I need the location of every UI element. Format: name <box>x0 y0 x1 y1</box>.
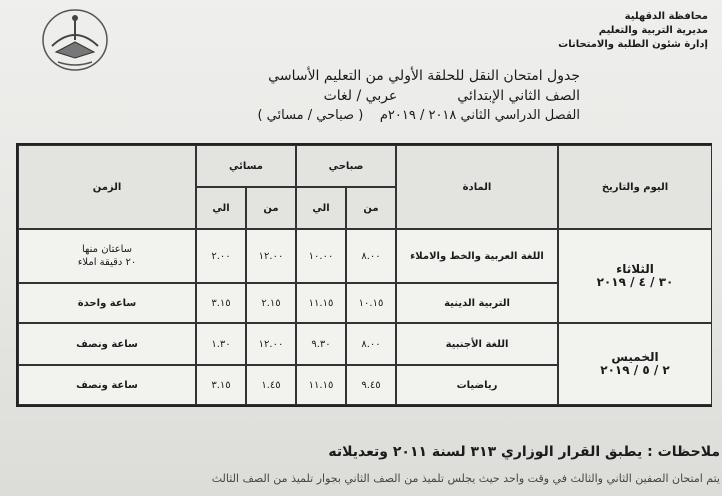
day-date: ٣٠ / ٤ / ٢٠١٩ <box>596 275 674 289</box>
evening-to-cell: ٣.١٥ <box>196 365 246 405</box>
evening-from-cell: ٢.١٥ <box>246 283 296 323</box>
evening-to-cell: ٣.١٥ <box>196 283 246 323</box>
header-subject: المادة <box>396 145 558 229</box>
governorate-name: محافظة الدقهلية <box>624 11 708 22</box>
morning-to-cell: ٩.٣٠ <box>296 323 346 365</box>
morning-to-cell: ١١.١٥ <box>296 283 346 323</box>
day-date: ٢ / ٥ / ٢٠١٩ <box>600 363 670 377</box>
header-morning-from: من <box>346 187 396 229</box>
header-day-date: اليوم والتاريخ <box>558 145 712 229</box>
exam-schedule-table <box>16 143 712 407</box>
header-morning-to: الي <box>296 187 346 229</box>
morning-from-cell: ٨.٠٠ <box>346 323 396 365</box>
morning-to-cell: ١٠.٠٠ <box>296 229 346 283</box>
duration-cell: ساعة ونصف <box>18 323 196 365</box>
directorate-name: مديرية التربية والتعليم <box>598 25 708 36</box>
duration-text: ساعتان منها <box>82 244 133 255</box>
evening-from-cell: ١.٤٥ <box>246 365 296 405</box>
subject-cell: اللغة العربية والخط والاملاء <box>396 229 558 283</box>
exam-title: جدول امتحان النقل للحلقة الأولي من التعليم الأساسي <box>268 68 580 84</box>
duration-cell <box>18 229 196 283</box>
notes-line: ملاحظات : يطبق القرار الوزاري ٣١٣ لسنة ٢٠١١ وتعديلاته <box>328 444 720 460</box>
organization-header <box>528 10 708 52</box>
shift-label: ( صباحي / مسائي ) <box>257 108 364 123</box>
grade-label: الصف الثاني الإبتدائي <box>457 88 580 104</box>
duration-cell: ساعة ونصف <box>18 365 196 405</box>
track-label: عربي / لغات <box>323 88 398 104</box>
header-evening-to: الي <box>196 187 246 229</box>
exam-header <box>140 66 580 126</box>
morning-from-cell: ٩.٤٥ <box>346 365 396 405</box>
header-evening-from: من <box>246 187 296 229</box>
day-cell <box>558 229 712 323</box>
ministry-logo-icon <box>40 6 110 72</box>
day-name: الخميس <box>611 350 659 364</box>
morning-to-cell: ١١.١٥ <box>296 365 346 405</box>
subject-cell: التربية الدينية <box>396 283 558 323</box>
morning-from-cell: ١٠.١٥ <box>346 283 396 323</box>
header-morning: صباحي <box>296 145 396 187</box>
header-duration: الزمن <box>18 145 196 229</box>
morning-from-cell: ٨.٠٠ <box>346 229 396 283</box>
day-name: الثلاثاء <box>616 262 654 276</box>
duration-note: ٢٠ دقيقة املاء <box>77 257 137 268</box>
evening-to-cell: ٢.٠٠ <box>196 229 246 283</box>
term-label: الفصل الدراسي الثاني ٢٠١٨ / ٢٠١٩م <box>379 108 580 123</box>
subject-cell: اللغة الأجنبية <box>396 323 558 365</box>
evening-from-cell: ١٢.٠٠ <box>246 323 296 365</box>
subject-cell: رياضيات <box>396 365 558 405</box>
day-cell <box>558 323 712 405</box>
evening-from-cell: ١٢.٠٠ <box>246 229 296 283</box>
notes-detail: يتم امتحان الصفين الثاني والثالث في وقت واحد حيث يجلس تلميذ من الصف الثاني بجوار تلميذ من الصف الثالث <box>211 472 720 485</box>
duration-cell: ساعة واحدة <box>18 283 196 323</box>
header-evening: مسائي <box>196 145 296 187</box>
department-name: إدارة شئون الطلبة والامتحانات <box>558 39 708 50</box>
evening-to-cell: ١.٣٠ <box>196 323 246 365</box>
